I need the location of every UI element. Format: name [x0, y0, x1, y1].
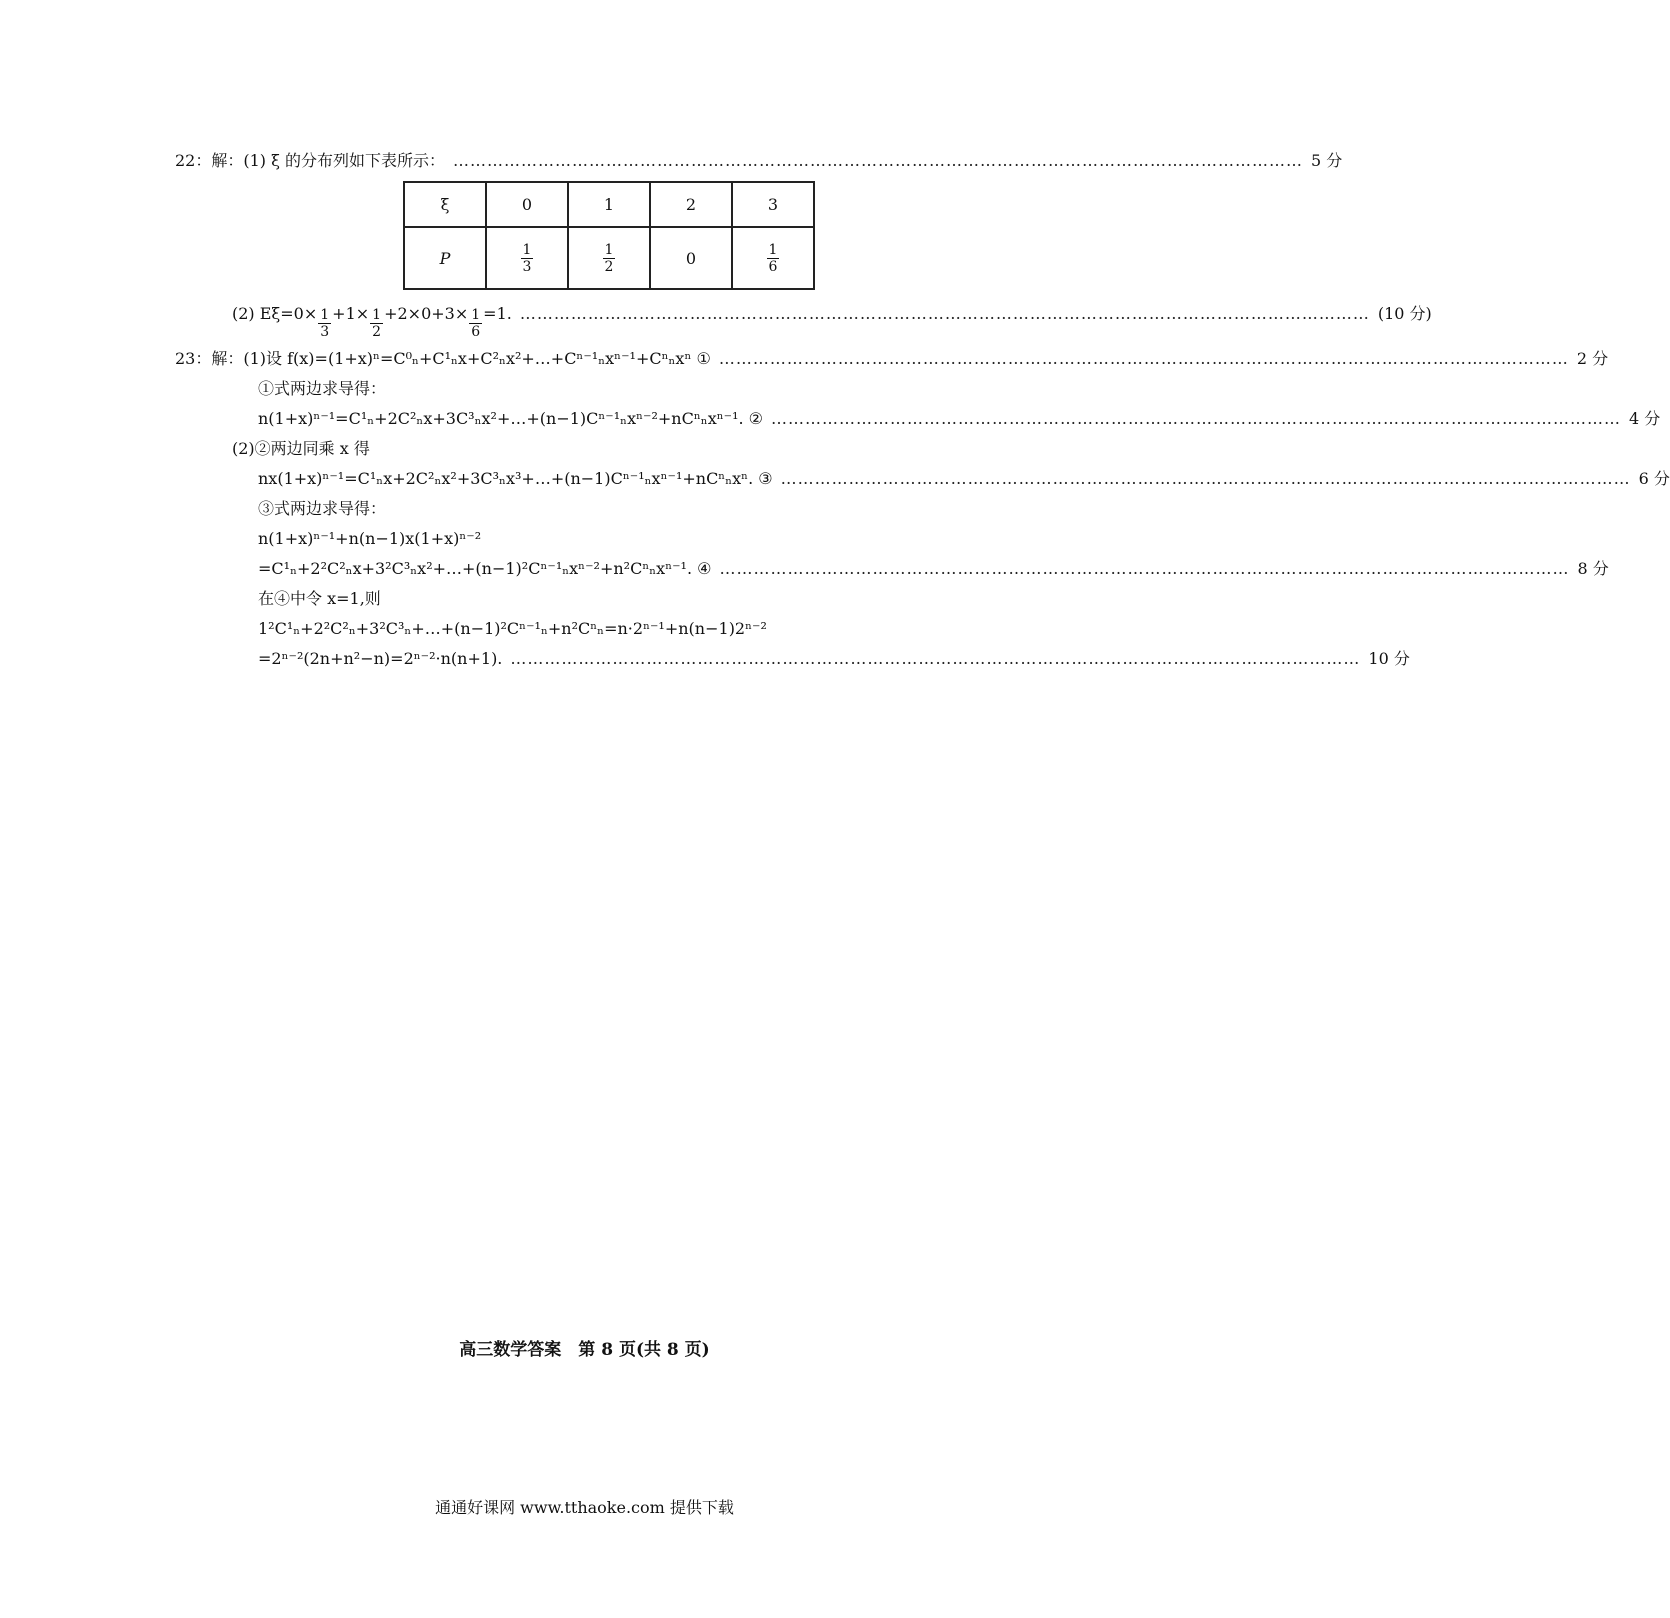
q23-line-9-text: 在④中令 x=1,则	[258, 589, 381, 608]
source-credit: 通通好课网 www.tthaoke.com 提供下载	[435, 1498, 734, 1517]
q23-line-11	[258, 648, 1410, 670]
fraction-numerator: 1	[471, 307, 481, 323]
fraction	[370, 307, 383, 340]
fraction-denominator: 3	[522, 258, 532, 275]
table-cell: 0	[650, 227, 732, 289]
q22-part2-prefix: (2) Eξ=0×	[232, 304, 318, 323]
dot-leader: ……………………………………………………………………………………………………………………………………	[718, 349, 1569, 368]
q22-intro-line	[175, 150, 1343, 172]
fraction	[521, 242, 534, 275]
q23-line-10	[258, 618, 975, 640]
q23-line-4	[232, 438, 975, 460]
q23-line-11-score: 10 分	[1368, 649, 1410, 668]
fraction	[318, 307, 331, 340]
fraction-denominator: 2	[372, 324, 382, 340]
fraction	[767, 242, 780, 275]
q22-part2-score: (10 分)	[1377, 304, 1432, 323]
q23-line-10-text: 1²C¹ₙ+2²C²ₙ+3²C³ₙ+…+(n−1)²Cⁿ⁻¹ₙ+n²Cⁿₙ=n·2ⁿ⁻¹+n(n−1)2ⁿ⁻²	[258, 619, 767, 638]
q23-line-6	[258, 498, 975, 520]
page-footer: 高三数学答案 第 8 页(共 8 页)	[459, 1340, 710, 1360]
table-cell: 1	[568, 182, 650, 227]
table-header-row	[404, 182, 814, 227]
fraction-denominator: 6	[471, 324, 481, 340]
fraction	[603, 242, 616, 275]
table-cell: 2	[650, 182, 732, 227]
q23-line-7-text: n(1+x)ⁿ⁻¹+n(n−1)x(1+x)ⁿ⁻²	[258, 529, 482, 548]
dot-leader: ……………………………………………………………………………………………………………………………………	[519, 304, 1370, 323]
table-cell	[486, 227, 568, 289]
table-header-label: ξ	[404, 182, 486, 227]
table-probability-row	[404, 227, 814, 289]
q23-line-1	[175, 348, 1609, 370]
q23-line-3	[258, 408, 1661, 430]
q23-line-6-text: ③式两边求导得：	[258, 499, 387, 518]
fraction-denominator: 2	[604, 258, 614, 275]
q22-part2-term1: +1×	[332, 304, 370, 323]
dot-leader: ……………………………………………………………………………………………………………………………………	[780, 469, 1631, 488]
fraction-numerator: 1	[522, 241, 532, 258]
q23-line-2-text: ①式两边求导得：	[258, 379, 387, 398]
fraction	[469, 307, 482, 340]
table-cell	[568, 227, 650, 289]
q23-line-1-score: 2 分	[1576, 349, 1609, 368]
q23-line-4-text: (2)②两边同乘 x 得	[232, 439, 370, 458]
q23-line-1-text: 23：解：(1)设 f(x)=(1+x)ⁿ=C⁰ₙ+C¹ₙx+C²ₙx²+…+Cⁿ⁻¹ₙxⁿ⁻¹+Cⁿₙxⁿ ①	[175, 349, 711, 368]
q23-line-5-text: nx(1+x)ⁿ⁻¹=C¹ₙx+2C²ₙx²+3C³ₙx³+…+(n−1)Cⁿ⁻¹ₙxⁿ⁻¹+nCⁿₙxⁿ. ③	[258, 469, 773, 488]
q22-part2-term3: =1.	[483, 304, 512, 323]
q22-part2-line	[232, 303, 1432, 340]
fraction-denominator: 3	[320, 324, 330, 340]
fraction-denominator: 6	[768, 258, 778, 275]
dot-leader: ……………………………………………………………………………………………………………………………………	[453, 151, 1304, 170]
q23-line-8-text: =C¹ₙ+2²C²ₙx+3²C³ₙx²+…+(n−1)²Cⁿ⁻¹ₙxⁿ⁻²+n²Cⁿₙxⁿ⁻¹. ④	[258, 559, 712, 578]
distribution-table	[403, 181, 815, 290]
q23-line-5	[258, 468, 1670, 490]
q23-line-11-text: =2ⁿ⁻²(2n+n²−n)=2ⁿ⁻²·n(n+1).	[258, 649, 503, 668]
fraction-numerator: 1	[768, 241, 778, 258]
fraction-numerator: 1	[372, 307, 382, 323]
dot-leader: ……………………………………………………………………………………………………………………………………	[719, 559, 1570, 578]
q23-line-8	[258, 558, 1609, 580]
table-row-label	[404, 227, 486, 289]
q22-part2-term2: +2×0+3×	[384, 304, 469, 323]
dot-leader: ……………………………………………………………………………………………………………………………………	[510, 649, 1361, 668]
q22-intro-text: 22：解：(1) ξ 的分布列如下表所示：	[175, 151, 446, 170]
q23-line-3-score: 4 分	[1629, 409, 1661, 428]
row-label-p: P	[439, 248, 451, 268]
q23-line-9	[258, 588, 975, 610]
dot-leader: ……………………………………………………………………………………………………………………………………	[771, 409, 1622, 428]
table-cell: 0	[486, 182, 568, 227]
table-cell: 3	[732, 182, 814, 227]
q23-line-7	[258, 528, 975, 550]
q23-line-8-score: 8 分	[1577, 559, 1609, 578]
fraction-numerator: 1	[320, 307, 330, 323]
fraction-numerator: 1	[604, 241, 614, 258]
q23-line-2	[258, 378, 975, 400]
q22-intro-score: 5 分	[1311, 151, 1343, 170]
q23-line-5-score: 6 分	[1638, 469, 1670, 488]
table-cell	[732, 227, 814, 289]
q23-line-3-text: n(1+x)ⁿ⁻¹=C¹ₙ+2C²ₙx+3C³ₙx²+…+(n−1)Cⁿ⁻¹ₙxⁿ⁻²+nCⁿₙxⁿ⁻¹. ②	[258, 409, 764, 428]
